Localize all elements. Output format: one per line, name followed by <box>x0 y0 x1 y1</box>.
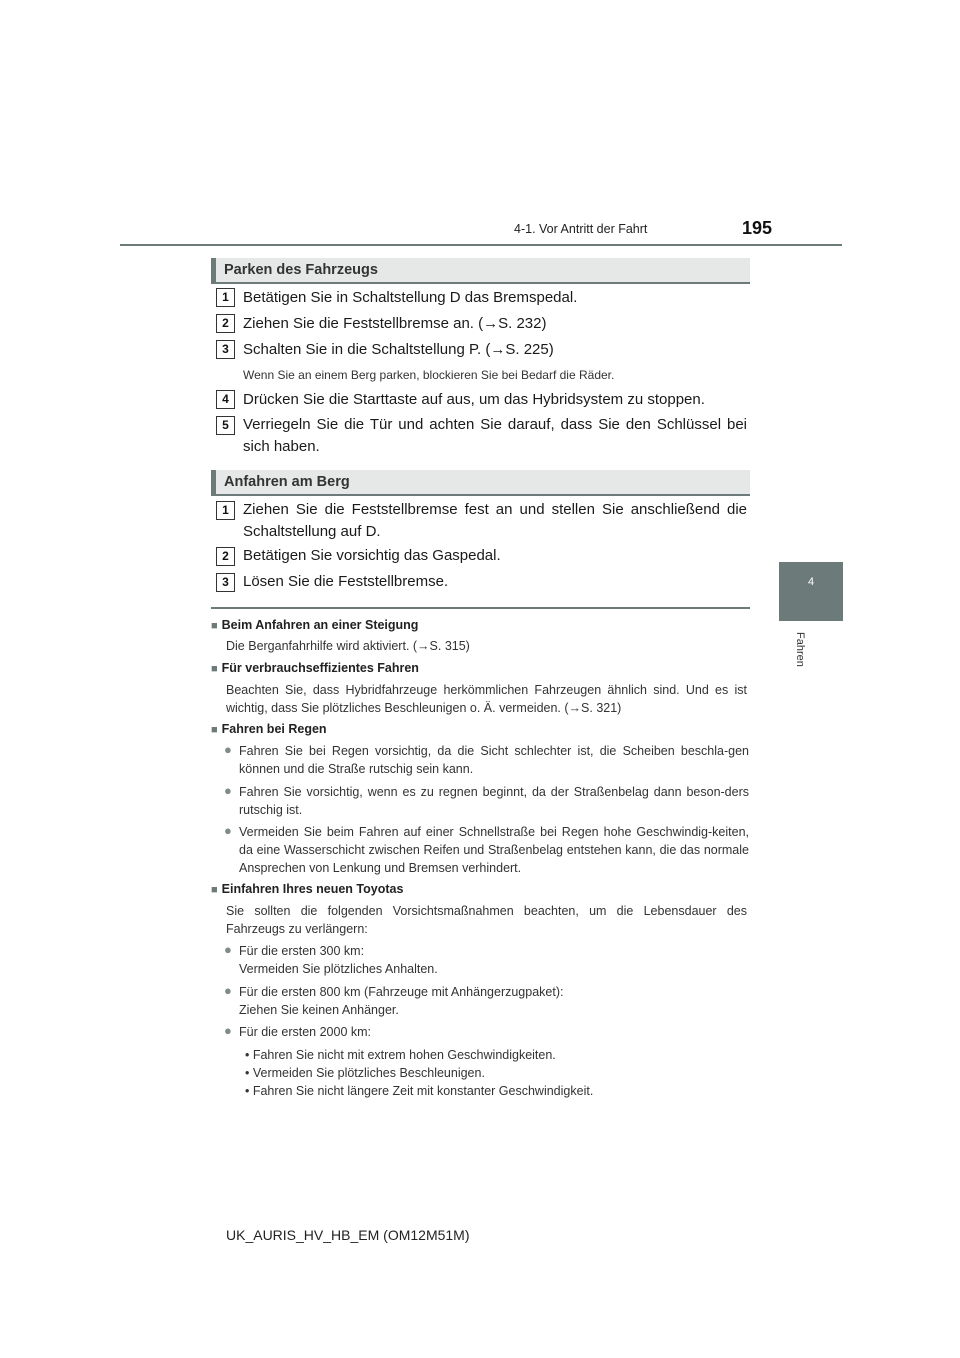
section-title-hill: Anfahren am Berg <box>224 474 350 490</box>
sub-bullet-item: • Vermeiden Sie plötzliches Beschleunigen. <box>245 1066 485 1080</box>
bullet-dot-icon: ● <box>224 823 232 838</box>
note-text: Beachten Sie, dass Hybridfahrzeuge herkömmlichen Fahrzeugen ähnlich sind. Und es ist wichtig, dass Sie plötzliches Beschleunigen o. Ä. vermeiden. (→S. 321) <box>226 683 747 715</box>
section-title-parking: Parken des Fahrzeugs <box>224 262 378 278</box>
section-header-parking <box>211 258 750 284</box>
note-text: Sie sollten die folgenden Vorsichtsmaßnahmen beachten, um die Lebensdauer des Fahrzeugs zu verlängern: <box>226 904 747 936</box>
step-text: Verriegeln Sie die Tür und achten Sie darauf, dass Sie den Schlüssel bei sich haben. <box>243 416 747 455</box>
document-code: UK_AURIS_HV_HB_EM (OM12M51M) <box>226 1227 470 1243</box>
bullet-dot-icon: ● <box>224 983 232 998</box>
step-number-box: 5 <box>216 416 235 435</box>
step-number-box: 2 <box>216 547 235 566</box>
step-number-box: 3 <box>216 340 235 359</box>
note-heading: ■ Beim Anfahren an einer Steigung <box>211 618 418 632</box>
step-note: Wenn Sie an einem Berg parken, blockieren Sie bei Bedarf die Räder. <box>243 368 615 382</box>
bullet-line: Für die ersten 300 km: <box>239 944 365 958</box>
step-number-box: 3 <box>216 573 235 592</box>
step-text: Drücken Sie die Starttaste auf aus, um das Hybridsystem zu stoppen. <box>243 391 705 408</box>
header-divider <box>120 244 842 246</box>
bullet-text <box>239 983 749 1019</box>
bullet-text <box>239 1023 749 1041</box>
step-text: Betätigen Sie in Schaltstellung D das Bremspedal. <box>243 289 578 306</box>
chapter-label: Fahren <box>794 632 806 667</box>
chapter-tab <box>779 562 843 621</box>
bullet-dot-icon: ● <box>224 742 232 757</box>
note-heading: ■ Für verbrauchseffizientes Fahren <box>211 661 419 675</box>
section-header-hill <box>211 470 750 496</box>
bullet-text: Fahren Sie bei Regen vorsichtig, da die Sicht schlechter ist, die Scheiben beschla-gen können und die Straße rutschig sein kann. <box>239 744 749 776</box>
step-text: Betätigen Sie vorsichtig das Gaspedal. <box>243 547 501 564</box>
bullet-line: Für die ersten 2000 km: <box>239 1025 372 1039</box>
step-text: Ziehen Sie die Feststellbremse fest an und stellen Sie anschließend die Schaltstellung auf D. <box>243 501 747 540</box>
bullet-line: Für die ersten 800 km (Fahrzeuge mit Anhängerzugpaket): <box>239 985 564 999</box>
bullet-line: Vermeiden Sie plötzliches Anhalten. <box>239 962 438 976</box>
step-number-box: 4 <box>216 390 235 409</box>
step-text: Ziehen Sie die Feststellbremse an. (→S. 232) <box>243 315 547 332</box>
bullet-line: Ziehen Sie keinen Anhänger. <box>239 1003 399 1017</box>
bullet-text <box>239 942 749 978</box>
notes-divider <box>211 607 750 609</box>
page-number: 195 <box>742 218 773 238</box>
note-heading: ■ Einfahren Ihres neuen Toyotas <box>211 882 403 896</box>
chapter-number: 4 <box>807 576 815 588</box>
step-text: Schalten Sie in die Schaltstellung P. (→S. 225) <box>243 341 554 358</box>
sub-bullet-item: • Fahren Sie nicht mit extrem hohen Geschwindigkeiten. <box>245 1048 556 1062</box>
note-text: Die Berganfahrhilfe wird aktiviert. (→S. 315) <box>226 639 470 653</box>
step-number-box: 2 <box>216 314 235 333</box>
step-text: Lösen Sie die Feststellbremse. <box>243 573 449 590</box>
bullet-dot-icon: ● <box>224 1023 232 1038</box>
bullet-text: Fahren Sie vorsichtig, wenn es zu regnen beginnt, da der Straßenbelag dann beson-ders rutschig ist. <box>239 785 749 817</box>
bullet-dot-icon: ● <box>224 942 232 957</box>
sub-bullet-list <box>245 1046 755 1100</box>
step-number-box: 1 <box>216 288 235 307</box>
bullet-dot-icon: ● <box>224 783 232 798</box>
sub-bullet-item: • Fahren Sie nicht längere Zeit mit konstanter Geschwindigkeit. <box>245 1084 594 1098</box>
bullet-text: Vermeiden Sie beim Fahren auf einer Schnellstraße bei Regen hohe Geschwindig-keiten, da eine Wasserschicht zwischen Reifen und Straßenbelag entstehen kann, die das normale Ansprechen von Lenkung und Bremsen verhindert. <box>239 825 749 875</box>
note-heading: ■ Fahren bei Regen <box>211 722 327 736</box>
step-number-box: 1 <box>216 501 235 520</box>
section-title: 4-1. Vor Antritt der Fahrt <box>514 222 648 236</box>
